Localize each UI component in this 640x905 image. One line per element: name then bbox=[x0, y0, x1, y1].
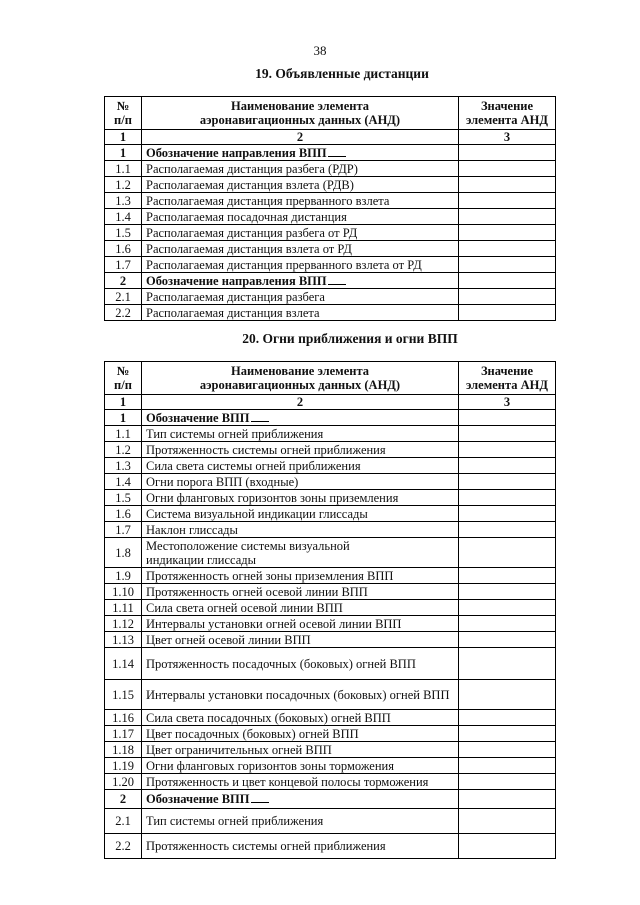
table-row bbox=[105, 742, 556, 758]
row-element-name bbox=[142, 225, 459, 241]
row-element-name-text: Располагаемая посадочная дистанция bbox=[146, 209, 347, 224]
header-num: № п/п bbox=[105, 97, 142, 130]
header-value: Значение элемента АНД bbox=[459, 97, 556, 130]
row-element-name-text: Наклон глиссады bbox=[146, 522, 238, 537]
row-value-cell bbox=[459, 710, 556, 726]
table-row bbox=[105, 758, 556, 774]
table-row bbox=[105, 161, 556, 177]
row-number: 1.3 bbox=[105, 458, 142, 474]
row-element-name bbox=[142, 426, 459, 442]
row-value-cell bbox=[459, 774, 556, 790]
row-element-name-text: Протяженность системы огней приближения bbox=[146, 442, 386, 457]
row-number: 1.6 bbox=[105, 241, 142, 257]
row-element-name-text: Обозначение ВПП bbox=[146, 410, 250, 425]
row-element-name bbox=[142, 790, 459, 809]
row-number: 2 bbox=[105, 273, 142, 289]
row-number: 1.13 bbox=[105, 632, 142, 648]
row-element-name bbox=[142, 289, 459, 305]
table-row bbox=[105, 568, 556, 584]
row-element-name bbox=[142, 257, 459, 273]
table-row bbox=[105, 145, 556, 161]
row-number: 1.10 bbox=[105, 584, 142, 600]
row-value-cell bbox=[459, 442, 556, 458]
row-value-cell bbox=[459, 257, 556, 273]
table-row bbox=[105, 584, 556, 600]
row-element-name-text: Тип системы огней приближения bbox=[146, 426, 324, 441]
row-number: 2 bbox=[105, 790, 142, 809]
row-element-name-text: Располагаемая дистанция взлета (РДВ) bbox=[146, 177, 354, 192]
column-index-1: 1 bbox=[105, 130, 142, 145]
row-element-name bbox=[142, 680, 459, 710]
column-index-1: 1 bbox=[105, 395, 142, 410]
column-index-2: 2 bbox=[142, 130, 459, 145]
row-element-name-text: Местоположение системы визуальной индикации глиссады bbox=[146, 538, 350, 567]
row-element-name bbox=[142, 410, 459, 426]
row-number: 1.6 bbox=[105, 506, 142, 522]
row-number: 2.1 bbox=[105, 809, 142, 834]
row-element-name bbox=[142, 758, 459, 774]
row-value-cell bbox=[459, 726, 556, 742]
row-element-name bbox=[142, 710, 459, 726]
row-number: 1.1 bbox=[105, 161, 142, 177]
table-row bbox=[105, 680, 556, 710]
row-element-name bbox=[142, 834, 459, 859]
row-element-name bbox=[142, 632, 459, 648]
table-row bbox=[105, 305, 556, 321]
row-number: 2.2 bbox=[105, 834, 142, 859]
row-value-cell bbox=[459, 225, 556, 241]
row-element-name-text: Располагаемая дистанция разбега bbox=[146, 289, 325, 304]
row-element-name bbox=[142, 458, 459, 474]
table-row bbox=[105, 809, 556, 834]
row-element-name bbox=[142, 490, 459, 506]
row-value-cell bbox=[459, 305, 556, 321]
row-value-cell bbox=[459, 600, 556, 616]
table-row bbox=[105, 790, 556, 809]
row-element-name bbox=[142, 616, 459, 632]
row-element-name bbox=[142, 474, 459, 490]
row-value-cell bbox=[459, 410, 556, 426]
row-element-name bbox=[142, 726, 459, 742]
row-element-name bbox=[142, 522, 459, 538]
row-element-name-text: Сила света огней осевой линии ВПП bbox=[146, 600, 343, 615]
row-element-name bbox=[142, 506, 459, 522]
row-number: 1.5 bbox=[105, 225, 142, 241]
table-row bbox=[105, 616, 556, 632]
row-value-cell bbox=[459, 790, 556, 809]
row-value-cell bbox=[459, 632, 556, 648]
row-value-cell bbox=[459, 193, 556, 209]
table-row bbox=[105, 490, 556, 506]
row-element-name-text: Цвет посадочных (боковых) огней ВПП bbox=[146, 726, 359, 741]
row-element-name-text: Протяженность огней осевой линии ВПП bbox=[146, 584, 368, 599]
fill-in-blank bbox=[328, 146, 346, 157]
row-element-name bbox=[142, 273, 459, 289]
row-element-name bbox=[142, 648, 459, 680]
row-element-name bbox=[142, 742, 459, 758]
row-element-name-text: Располагаемая дистанция взлета от РД bbox=[146, 241, 352, 256]
row-number: 1.16 bbox=[105, 710, 142, 726]
table-row bbox=[105, 726, 556, 742]
table-row bbox=[105, 632, 556, 648]
row-number: 1.2 bbox=[105, 442, 142, 458]
row-element-name-text: Протяженность посадочных (боковых) огней ВПП bbox=[146, 656, 416, 671]
table-row bbox=[105, 289, 556, 305]
row-element-name-text: Цвет ограничительных огней ВПП bbox=[146, 742, 332, 757]
row-element-name-text: Огни порога ВПП (входные) bbox=[146, 474, 299, 489]
row-element-name bbox=[142, 584, 459, 600]
header-value: Значение элемента АНД bbox=[459, 362, 556, 395]
row-number: 1.20 bbox=[105, 774, 142, 790]
table-row bbox=[105, 648, 556, 680]
row-element-name bbox=[142, 600, 459, 616]
row-element-name-text: Располагаемая дистанция взлета bbox=[146, 305, 320, 320]
row-element-name bbox=[142, 145, 459, 161]
row-element-name-text: Располагаемая дистанция разбега от РД bbox=[146, 225, 358, 240]
row-value-cell bbox=[459, 458, 556, 474]
row-element-name bbox=[142, 809, 459, 834]
table-row bbox=[105, 193, 556, 209]
row-value-cell bbox=[459, 289, 556, 305]
row-number: 1.12 bbox=[105, 616, 142, 632]
declared-distances-table bbox=[104, 96, 556, 321]
row-value-cell bbox=[459, 584, 556, 600]
row-element-name-text: Располагаемая дистанция прерванного взлета от РД bbox=[146, 257, 422, 272]
row-number: 1.15 bbox=[105, 680, 142, 710]
row-value-cell bbox=[459, 742, 556, 758]
table-row bbox=[105, 600, 556, 616]
row-value-cell bbox=[459, 506, 556, 522]
row-element-name-text: Огни фланговых горизонтов зоны торможения bbox=[146, 758, 394, 773]
column-index-row bbox=[105, 395, 556, 410]
row-value-cell bbox=[459, 273, 556, 289]
column-index-2: 2 bbox=[142, 395, 459, 410]
row-element-name-text: Тип системы огней приближения bbox=[146, 814, 324, 828]
row-element-name-text: Обозначение направления ВПП bbox=[146, 273, 327, 288]
table-header-row bbox=[105, 362, 556, 395]
table-row bbox=[105, 257, 556, 273]
row-value-cell bbox=[459, 522, 556, 538]
row-number: 1.9 bbox=[105, 568, 142, 584]
row-element-name bbox=[142, 538, 459, 568]
row-element-name-text: Огни фланговых горизонтов зоны приземления bbox=[146, 490, 399, 505]
row-value-cell bbox=[459, 426, 556, 442]
table-row bbox=[105, 209, 556, 225]
row-value-cell bbox=[459, 241, 556, 257]
column-index-3: 3 bbox=[459, 130, 556, 145]
column-index-row bbox=[105, 130, 556, 145]
row-value-cell bbox=[459, 161, 556, 177]
row-number: 1 bbox=[105, 145, 142, 161]
row-element-name-text: Обозначение ВПП bbox=[146, 792, 250, 806]
fill-in-blank bbox=[328, 274, 346, 285]
row-element-name bbox=[142, 568, 459, 584]
row-element-name-text: Протяженность системы огней приближения bbox=[146, 839, 386, 853]
row-element-name-text: Протяженность и цвет концевой полосы торможения bbox=[146, 774, 429, 789]
row-number: 1.11 bbox=[105, 600, 142, 616]
row-element-name-text: Располагаемая дистанция разбега (РДР) bbox=[146, 161, 358, 176]
row-value-cell bbox=[459, 474, 556, 490]
table-row bbox=[105, 177, 556, 193]
row-element-name bbox=[142, 209, 459, 225]
row-value-cell bbox=[459, 809, 556, 834]
page-number: 38 bbox=[313, 43, 327, 58]
row-value-cell bbox=[459, 490, 556, 506]
row-element-name-text: Сила света системы огней приближения bbox=[146, 458, 361, 473]
row-number: 1.17 bbox=[105, 726, 142, 742]
row-element-name-text: Сила света посадочных (боковых) огней ВПП bbox=[146, 710, 391, 725]
row-element-name bbox=[142, 177, 459, 193]
table-row bbox=[105, 458, 556, 474]
table-row bbox=[105, 241, 556, 257]
row-element-name-text: Система визуальной индикации глиссады bbox=[146, 506, 368, 521]
table-row bbox=[105, 538, 556, 568]
row-element-name-text: Интервалы установки посадочных (боковых) огней ВПП bbox=[146, 687, 450, 702]
table-header-row bbox=[105, 97, 556, 130]
row-value-cell bbox=[459, 145, 556, 161]
table-row bbox=[105, 774, 556, 790]
row-number: 1.14 bbox=[105, 648, 142, 680]
row-number: 1.8 bbox=[105, 538, 142, 568]
table-row bbox=[105, 506, 556, 522]
row-element-name-text: Располагаемая дистанция прерванного взлета bbox=[146, 193, 390, 208]
row-value-cell bbox=[459, 758, 556, 774]
row-number: 1.2 bbox=[105, 177, 142, 193]
row-value-cell bbox=[459, 209, 556, 225]
table-row bbox=[105, 410, 556, 426]
section-title-declared-distances: 19. Объявленные дистанции bbox=[255, 66, 429, 81]
approach-runway-lights-table bbox=[104, 361, 556, 859]
table-row bbox=[105, 834, 556, 859]
row-number: 2.1 bbox=[105, 289, 142, 305]
table-row bbox=[105, 522, 556, 538]
table-row bbox=[105, 273, 556, 289]
row-number: 1.3 bbox=[105, 193, 142, 209]
column-index-3: 3 bbox=[459, 395, 556, 410]
row-element-name-text: Цвет огней осевой линии ВПП bbox=[146, 632, 311, 647]
row-value-cell bbox=[459, 834, 556, 859]
table-row bbox=[105, 225, 556, 241]
row-element-name bbox=[142, 305, 459, 321]
header-name: Наименование элемента аэронавигационных данных (АНД) bbox=[142, 362, 459, 395]
row-number: 1.1 bbox=[105, 426, 142, 442]
row-element-name-text: Протяженность огней зоны приземления ВПП bbox=[146, 568, 394, 583]
row-value-cell bbox=[459, 648, 556, 680]
fill-in-blank bbox=[251, 411, 269, 422]
row-number: 1.4 bbox=[105, 474, 142, 490]
row-value-cell bbox=[459, 616, 556, 632]
row-element-name-text: Интервалы установки огней осевой линии ВПП bbox=[146, 616, 402, 631]
row-number: 1.18 bbox=[105, 742, 142, 758]
table-row bbox=[105, 426, 556, 442]
row-number: 1 bbox=[105, 410, 142, 426]
row-value-cell bbox=[459, 680, 556, 710]
row-number: 1.7 bbox=[105, 522, 142, 538]
table-row bbox=[105, 474, 556, 490]
row-number: 1.19 bbox=[105, 758, 142, 774]
table-row bbox=[105, 710, 556, 726]
row-number: 1.4 bbox=[105, 209, 142, 225]
row-number: 2.2 bbox=[105, 305, 142, 321]
fill-in-blank bbox=[251, 792, 269, 803]
row-element-name bbox=[142, 161, 459, 177]
header-name: Наименование элемента аэронавигационных данных (АНД) bbox=[142, 97, 459, 130]
row-value-cell bbox=[459, 568, 556, 584]
row-value-cell bbox=[459, 538, 556, 568]
row-number: 1.5 bbox=[105, 490, 142, 506]
row-element-name bbox=[142, 442, 459, 458]
row-element-name-text: Обозначение направления ВПП bbox=[146, 145, 327, 160]
row-element-name bbox=[142, 241, 459, 257]
section-title-approach-runway-lights: 20. Огни приближения и огни ВПП bbox=[242, 331, 458, 346]
row-element-name bbox=[142, 193, 459, 209]
table-row bbox=[105, 442, 556, 458]
row-number: 1.7 bbox=[105, 257, 142, 273]
header-num: № п/п bbox=[105, 362, 142, 395]
row-element-name bbox=[142, 774, 459, 790]
row-value-cell bbox=[459, 177, 556, 193]
